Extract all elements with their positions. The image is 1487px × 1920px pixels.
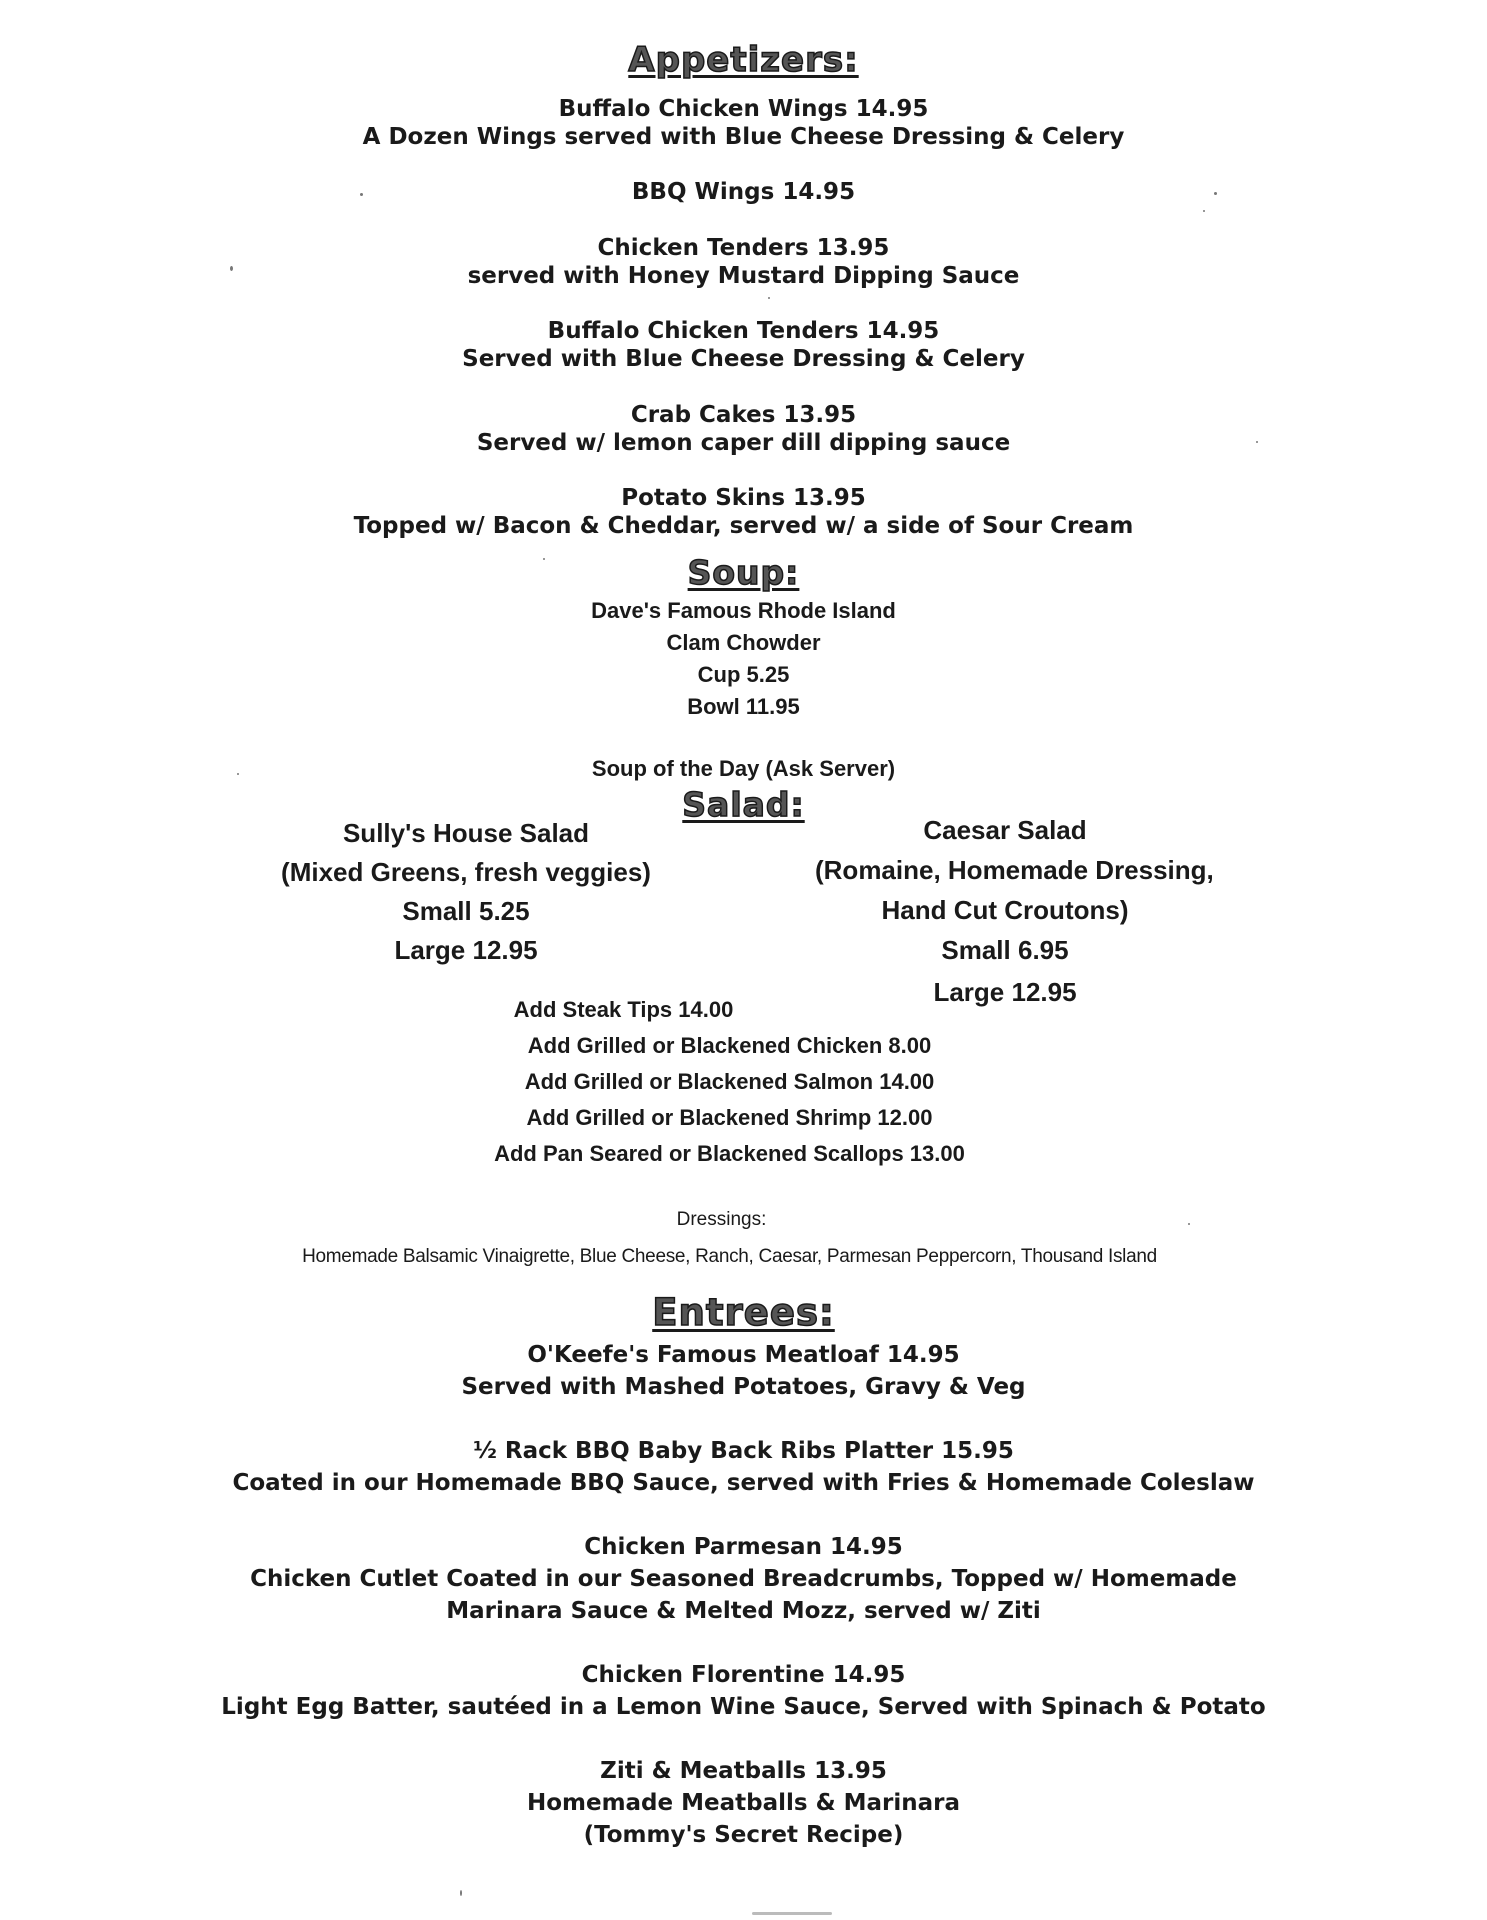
- soup-line: Clam Chowder: [666, 630, 821, 655]
- dressings-label: Dressings:: [676, 1209, 767, 1230]
- salad-price: Large 12.95: [394, 935, 538, 965]
- menu-item-name: Crab Cakes 13.95: [630, 402, 857, 428]
- menu-item-description: Coated in our Homemade BBQ Sauce, served with Fries & Homemade Coleslaw: [232, 1470, 1255, 1496]
- soup-heading: Soup:: [687, 553, 800, 592]
- salad-addon: Add Pan Seared or Blackened Scallops 13.00: [494, 1141, 965, 1166]
- appetizers-heading: Appetizers:: [628, 40, 859, 80]
- salad-heading: Salad:: [682, 785, 805, 824]
- salad-name: Caesar Salad: [923, 815, 1087, 845]
- scan-speck: [1214, 192, 1217, 195]
- scan-speck: [1203, 210, 1205, 212]
- soup-line: Dave's Famous Rhode Island: [591, 598, 896, 623]
- scan-speck: [1256, 441, 1258, 443]
- menu-item-description: Marinara Sauce & Melted Mozz, served w/ Ziti: [446, 1598, 1041, 1624]
- salad-price: Large 12.95: [933, 977, 1077, 1007]
- scan-speck: [360, 193, 363, 196]
- menu-item-description: Served w/ lemon caper dill dipping sauce: [476, 430, 1011, 456]
- salad-addon: Add Grilled or Blackened Shrimp 12.00: [526, 1105, 933, 1130]
- menu-item-name: Ziti & Meatballs 13.95: [600, 1758, 887, 1784]
- menu-item-description: Homemade Meatballs & Marinara: [526, 1790, 961, 1816]
- menu-item-name: O'Keefe's Famous Meatloaf 14.95: [527, 1342, 960, 1368]
- scan-speck: [237, 773, 239, 775]
- salad-description: (Romaine, Homemade Dressing,: [815, 855, 1214, 885]
- entrees-heading: Entrees:: [652, 1291, 835, 1334]
- salad-description: Hand Cut Croutons): [881, 895, 1129, 925]
- salad-description: (Mixed Greens, fresh veggies): [281, 857, 651, 887]
- menu-item-description: served with Honey Mustard Dipping Sauce: [467, 263, 1020, 289]
- menu-item-description: Served with Mashed Potatoes, Gravy & Veg: [461, 1374, 1026, 1400]
- menu-item-name: Potato Skins 13.95: [621, 485, 866, 511]
- scan-speck: [230, 266, 233, 271]
- soup-price: Cup 5.25: [697, 662, 790, 687]
- menu-item-description: (Tommy's Secret Recipe): [583, 1822, 904, 1848]
- scan-speck: [460, 1890, 462, 1896]
- menu-item-name: Chicken Parmesan 14.95: [584, 1534, 903, 1560]
- scan-speck: [768, 297, 770, 299]
- menu-item-description: Served with Blue Cheese Dressing & Celery: [462, 346, 1025, 372]
- menu-item-name: Chicken Tenders 13.95: [597, 235, 890, 261]
- menu-item-description: A Dozen Wings served with Blue Cheese Dressing & Celery: [362, 124, 1125, 150]
- menu-item-description: Light Egg Batter, sautéed in a Lemon Wine Sauce, Served with Spinach & Potato: [221, 1694, 1266, 1720]
- menu-item-name: ½ Rack BBQ Baby Back Ribs Platter 15.95: [473, 1438, 1014, 1464]
- scan-speck: [752, 1912, 832, 1915]
- salad-name: Sully's House Salad: [342, 818, 590, 848]
- dressings-list: Homemade Balsamic Vinaigrette, Blue Cheese, Ranch, Caesar, Parmesan Peppercorn, Thousand Island: [302, 1246, 1157, 1267]
- salad-addon: Add Steak Tips 14.00: [513, 997, 734, 1022]
- scan-speck: [543, 558, 545, 560]
- menu-item-name: BBQ Wings 14.95: [631, 179, 856, 205]
- scan-speck: [1188, 1223, 1190, 1225]
- salad-addon: Add Grilled or Blackened Chicken 8.00: [527, 1033, 932, 1058]
- menu-item-description: Chicken Cutlet Coated in our Seasoned Breadcrumbs, Topped w/ Homemade: [250, 1566, 1237, 1592]
- caesar-salad: [815, 815, 1214, 1015]
- salad-addon: Add Grilled or Blackened Salmon 14.00: [524, 1069, 935, 1094]
- menu-item-description: Topped w/ Bacon & Cheddar, served w/ a side of Sour Cream: [353, 513, 1134, 539]
- house-salad: [266, 818, 666, 978]
- menu-item-name: Buffalo Chicken Wings 14.95: [558, 96, 929, 122]
- soup-price: Bowl 11.95: [687, 694, 800, 719]
- soup-of-the-day: Soup of the Day (Ask Server): [591, 756, 896, 781]
- menu-item-name: Chicken Florentine 14.95: [581, 1662, 906, 1688]
- salad-price: Small 5.25: [402, 896, 530, 926]
- menu-item-name: Buffalo Chicken Tenders 14.95: [547, 318, 940, 344]
- salad-price: Small 6.95: [941, 935, 1069, 965]
